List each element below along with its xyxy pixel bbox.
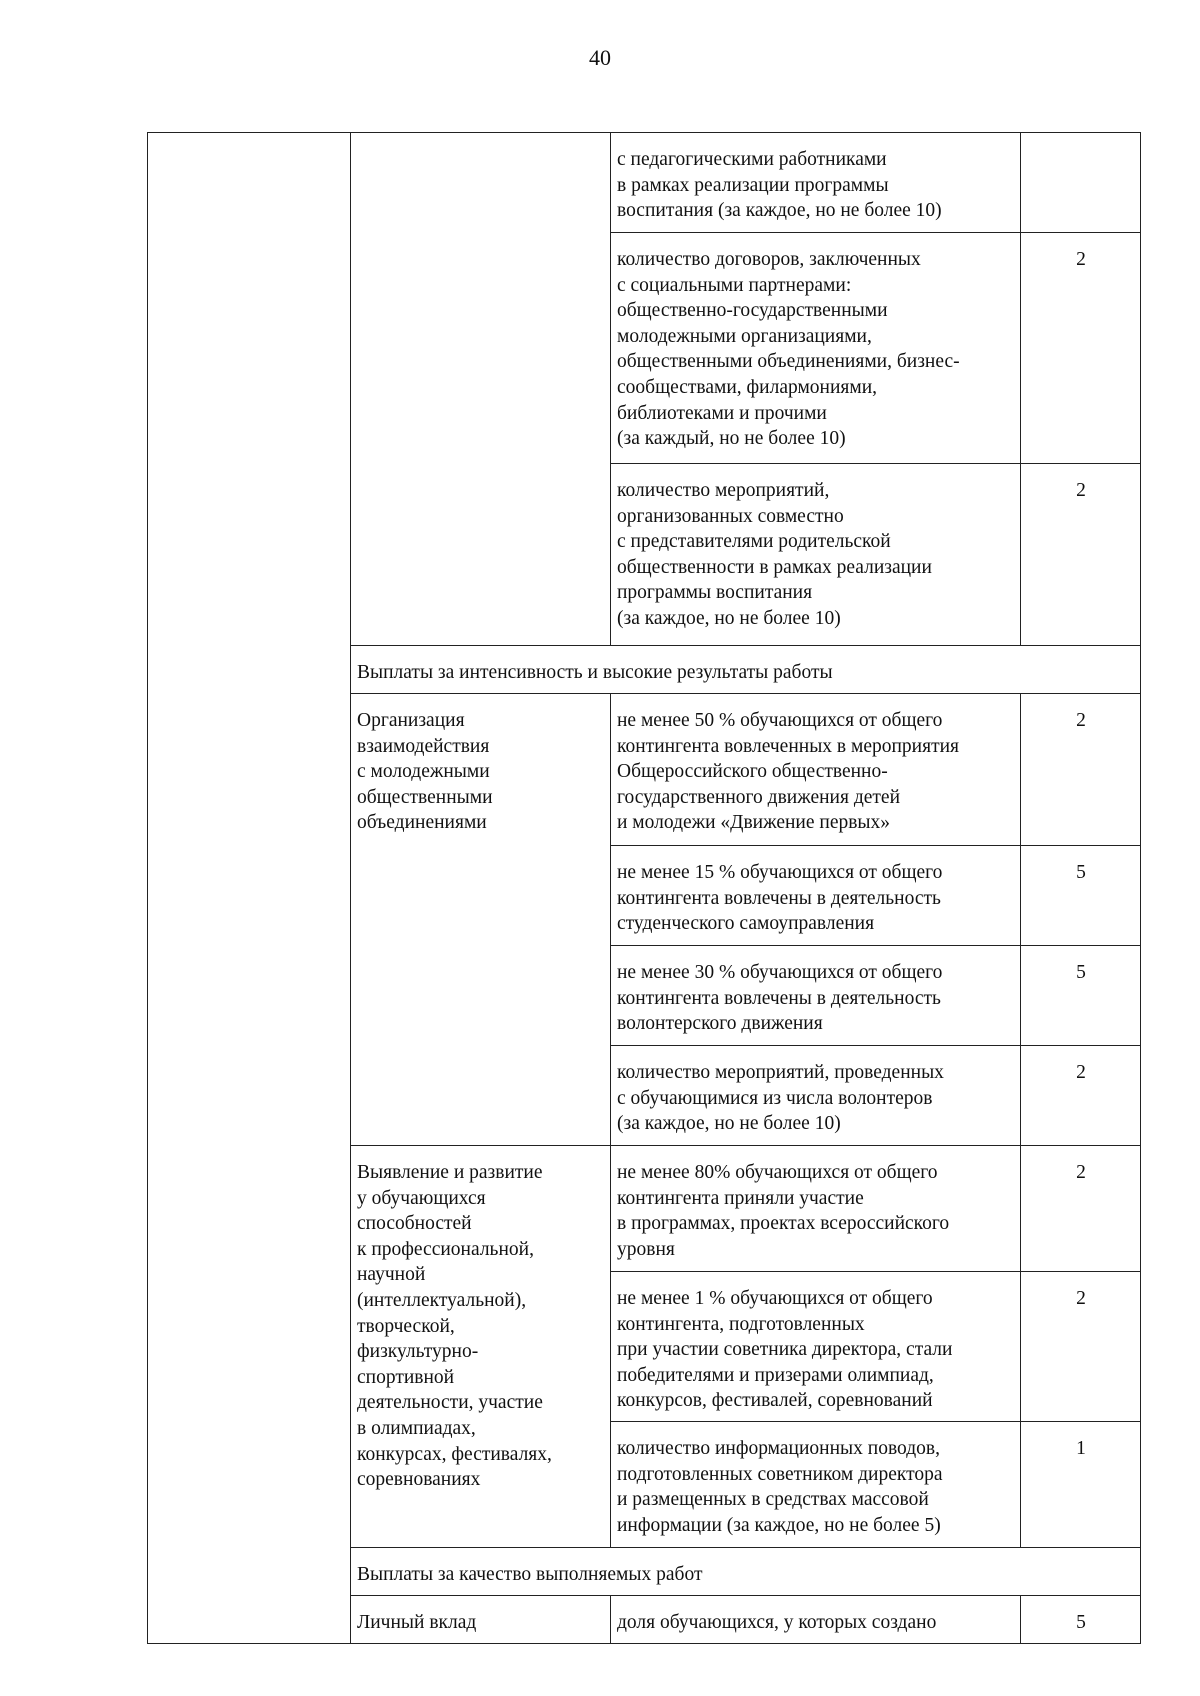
criterion-cell: Организация взаимодействия с молодежными общественными объединениями <box>351 694 611 1146</box>
points-cell <box>1021 133 1141 233</box>
indicator-cell: не менее 1 % обучающихся от общего контингента, подготовленных при участии советника директора, стали победителями и призерами олимпиад, конкурсов, фестивалей, соревнований <box>611 1272 1021 1422</box>
indicator-cell: не менее 15 % обучающихся от общего контингента вовлечены в деятельность студенческого самоуправления <box>611 846 1021 946</box>
indicator-cell: доля обучающихся, у которых создано <box>611 1596 1021 1644</box>
points-cell: 2 <box>1021 464 1141 646</box>
indicator-cell: с педагогическими работниками в рамках реализации программы воспитания (за каждое, но не более 10) <box>611 133 1021 233</box>
section-heading: Выплаты за качество выполняемых работ <box>351 1548 1141 1596</box>
criteria-table <box>147 132 1141 1644</box>
indicator-cell: не менее 50 % обучающихся от общего контингента вовлеченных в мероприятия Общероссийского общественно- государственного движения детей и молодежи «Движение первых» <box>611 694 1021 846</box>
indicator-cell: количество мероприятий, организованных совместно с представителями родительской общественности в рамках реализации программы воспитания (за каждое, но не более 10) <box>611 464 1021 646</box>
points-cell: 2 <box>1021 1272 1141 1422</box>
indicator-cell: количество договоров, заключенных с социальными партнерами: общественно-государственными молодежными организациями, общественными объединениями, бизнес- сообществами, филармониями, библиотеками и прочими (за каждый, но не более 10) <box>611 233 1021 464</box>
indicator-cell: количество информационных поводов, подготовленных советником директора и размещенных в средствах массовой информации (за каждое, но не более 5) <box>611 1422 1021 1548</box>
points-cell: 5 <box>1021 1596 1141 1644</box>
points-cell: 2 <box>1021 694 1141 846</box>
indicator-cell: количество мероприятий, проведенных с обучающимися из числа волонтеров (за каждое, но не более 10) <box>611 1046 1021 1146</box>
points-cell: 2 <box>1021 1046 1141 1146</box>
criterion-cell <box>351 133 611 646</box>
points-cell: 2 <box>1021 1146 1141 1272</box>
criterion-cell: Личный вклад <box>351 1596 611 1644</box>
section-heading: Выплаты за интенсивность и высокие результаты работы <box>351 646 1141 694</box>
page-number: 40 <box>589 45 611 70</box>
table-row <box>148 133 1141 233</box>
points-cell: 2 <box>1021 233 1141 464</box>
points-cell: 5 <box>1021 846 1141 946</box>
indicator-cell: не менее 30 % обучающихся от общего контингента вовлечены в деятельность волонтерского движения <box>611 946 1021 1046</box>
criterion-cell: Выявление и развитие у обучающихся способностей к профессиональной, научной (интеллектуальной), творческой, физкультурно- спортивной деятельности, участие в олимпиадах, конкурсах, фестивалях, соревнованиях <box>351 1146 611 1548</box>
points-cell: 1 <box>1021 1422 1141 1548</box>
points-cell: 5 <box>1021 946 1141 1046</box>
position-cell <box>148 133 351 1644</box>
indicator-cell: не менее 80% обучающихся от общего контингента приняли участие в программах, проектах всероссийского уровня <box>611 1146 1021 1272</box>
